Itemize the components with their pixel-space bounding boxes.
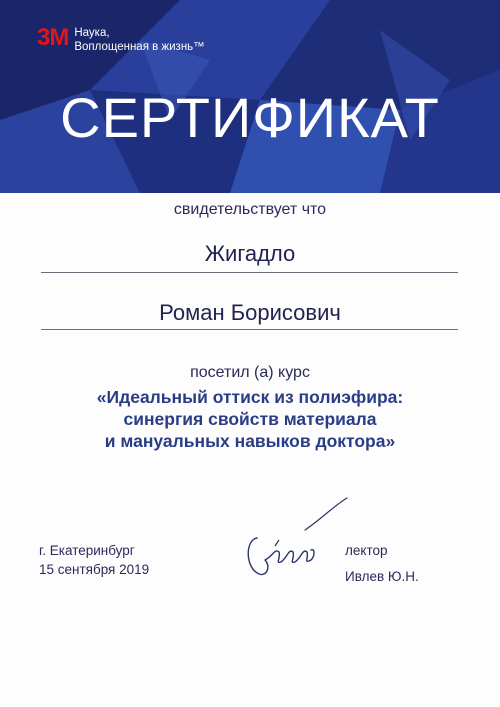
attests-text: свидетельствует что [173,201,327,218]
tagline-line-1: Наука, [74,27,110,39]
brand-logo [37,26,205,54]
course-line-2: синергия свойств материала [123,409,377,429]
location-date-block [39,541,149,579]
course-line-1: «Идеальный оттиск из полиэфира: [96,387,404,407]
lecturer-name: Ивлев Ю.Н. [345,569,419,584]
surname-underline [41,272,458,273]
lecturer-label: лектор [345,543,388,558]
recipient-given-names: Роман Борисович [159,300,341,325]
recipient-surname: Жигадло [204,241,296,266]
certificate-title: СЕРТИФИКАТ [60,86,440,149]
attended-text: посетил (а) курс [190,364,310,381]
logo-3m: 3M [37,24,69,51]
tagline-line-2: Воплощенная в жизнь™ [74,41,205,53]
city-name: г. Екатеринбург [39,543,135,558]
course-title [0,386,500,452]
brand-tagline [74,26,204,54]
lecturer-block [345,541,419,587]
given-names-underline [41,329,458,330]
lecturer-signature [235,490,355,590]
course-line-3: и мануальных навыков доктора» [104,431,396,451]
issue-date: 15 сентября 2019 [39,562,150,577]
header-banner [0,0,500,193]
